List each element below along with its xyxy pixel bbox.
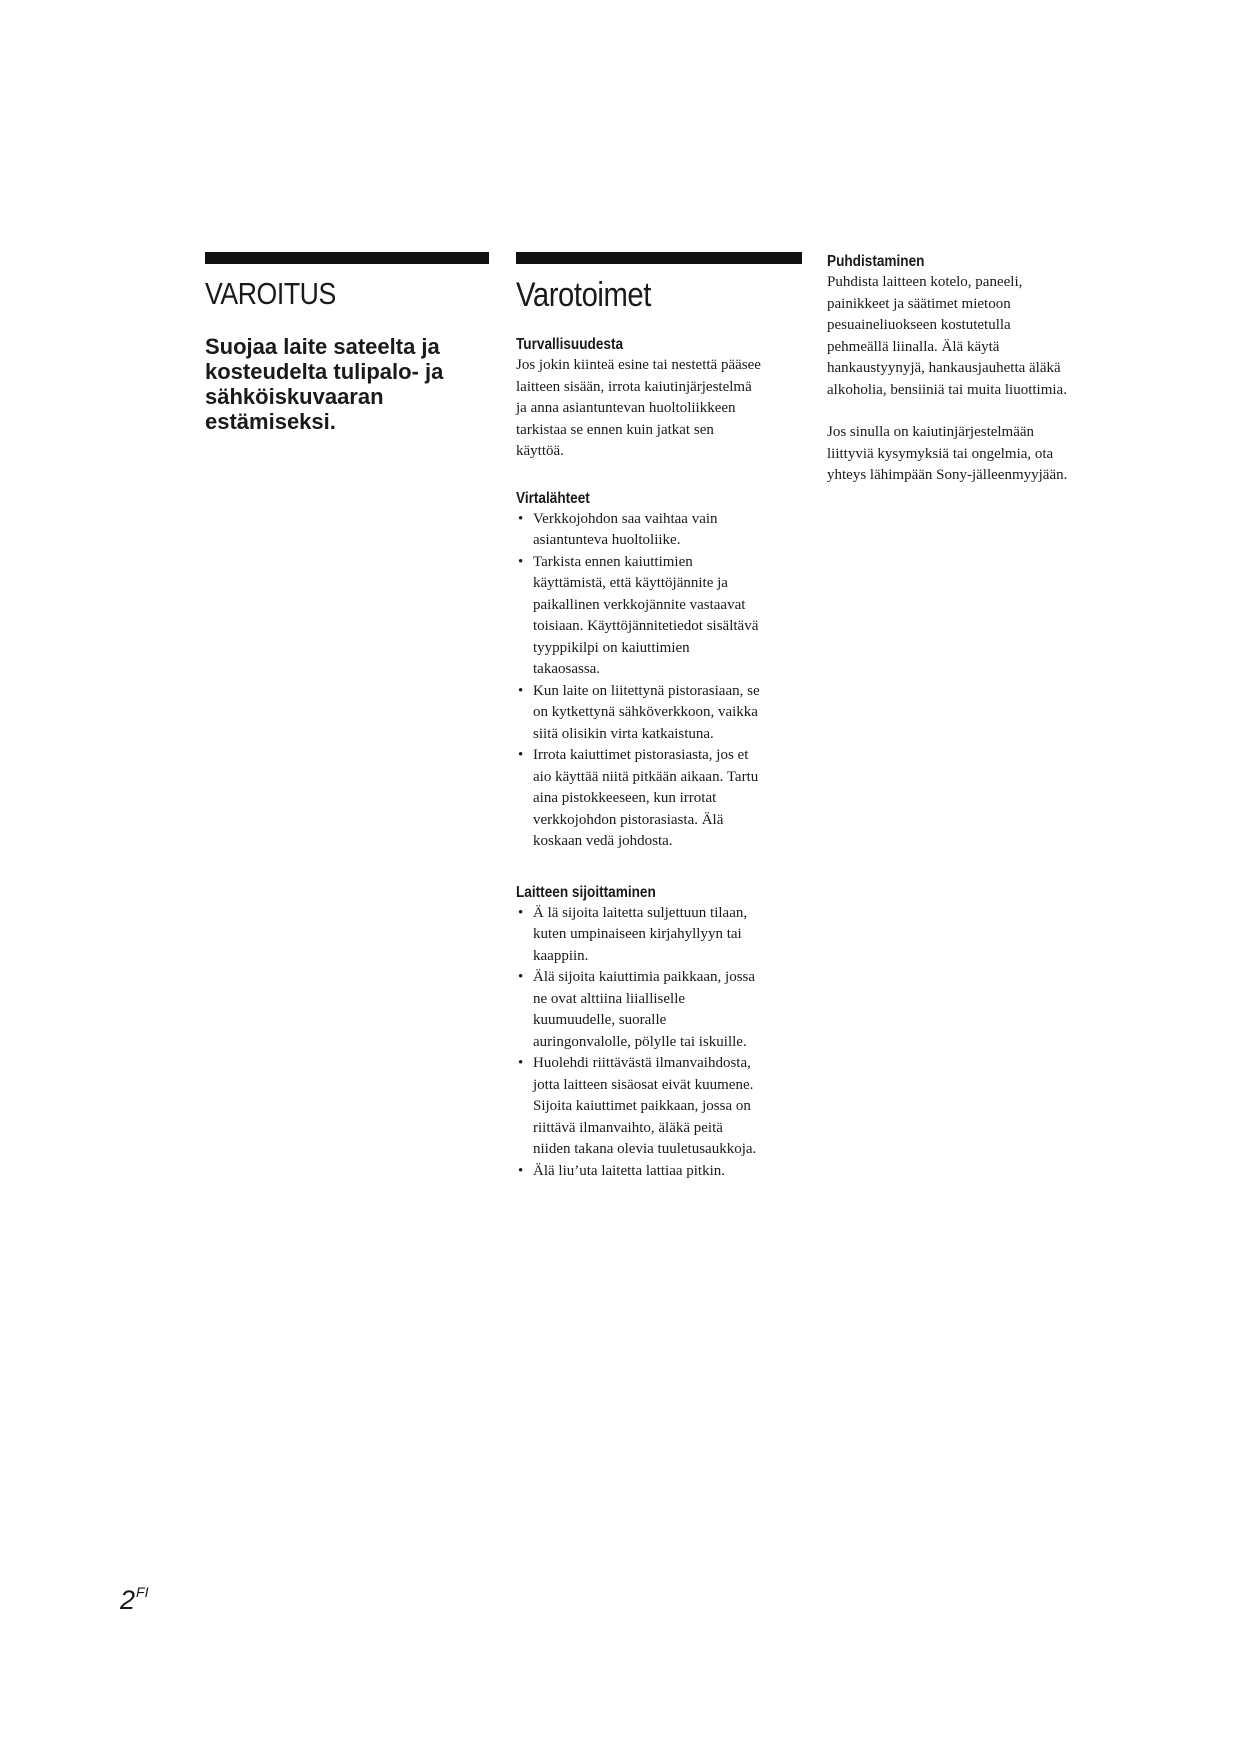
placement-heading: Laitteen sijoittaminen [516,883,656,901]
warning-title: VAROITUS [205,276,336,311]
safety-heading: Turvallisuudesta [516,336,624,353]
power-section [516,489,802,853]
precautions-title: Varotoimet [516,276,651,314]
contact-text: Jos sinulla on kaiutinjärjestelmään liittyviä kysymyksiä tai ongelmia, ota yhteys lähimpään Sony-jälleenmyyjään. [827,424,1068,483]
precautions-title-rule [516,252,802,264]
list-item: • Ä lä sijoita laitetta suljettuun tilaan, kuten umpinaiseen kirjahyllyyn tai kaappiin. [516,903,802,968]
placement-list [516,903,802,1183]
cleaning-text: Puhdista laitteen kotelo, paneeli, painikkeet ja säätimet mietoon pesuaineliuokseen kostutetulla pehmeällä liinalla. Älä käytä hankaustyynyjä, hankausjauhetta äläkä alkoholia, bensiiniä tai muita liuottimia. [827,274,1067,398]
language-code: FI [136,1584,149,1600]
list-item: • Älä liu’uta laitetta lattiaa pitkin. [516,1161,802,1183]
cleaning-section [827,252,1127,487]
safety-text: Jos jokin kiinteä esine tai nestettä pääsee laitteen sisään, irrota kaiutinjärjestelmä ja anna asiantuntevan huoltoliikkeen tarkistaa se ennen kuin jatkat sen käyttöä. [516,357,761,459]
placement-section [516,883,802,1183]
page-number [120,1584,148,1616]
warning-section [205,252,489,434]
page-number-value: 2 [120,1585,136,1615]
list-item: • Huolehdi riittävästä ilmanvaihdosta, jotta laitteen sisäosat eivät kuumene. Sijoita kaiuttimet paikkaan, jossa on riittävä ilmanvaihto, äläkä peitä niiden takana olevia tuuletusaukkoja. [516,1053,802,1161]
list-item: • Verkkojohdon saa vaihtaa vain asiantunteva huoltoliike. [516,509,802,552]
safety-section [516,335,802,463]
list-item: • Irrota kaiuttimet pistorasiasta, jos et aio käyttää niitä pitkään aikaan. Tartu aina pistokkeeseen, kun irrotat verkkojohdon pistorasiasta. Älä koskaan vedä johdosta. [516,745,802,853]
list-item: • Tarkista ennen kaiuttimien käyttämistä, että käyttöjännite ja paikallinen verkkojännite vastaavat toisiaan. Käyttöjännitetiedot sisältävä tyyppikilpi on kaiuttimien takaosassa. [516,552,802,681]
list-item: • Älä sijoita kaiuttimia paikkaan, jossa ne ovat alttiina liialliselle kuumuudelle, suoralle auringonvalolle, pölylle tai iskuille. [516,967,802,1053]
warning-text: Suojaa laite sateelta ja kosteudelta tulipalo- ja sähköiskuvaaran estämiseksi. [205,334,444,434]
power-list [516,509,802,853]
cleaning-heading: Puhdistaminen [827,253,925,270]
warning-title-rule [205,252,489,264]
list-item: • Kun laite on liitettynä pistorasiaan, se on kytkettynä sähköverkkoon, vaikka siitä olisikin virta katkaistuna. [516,681,802,746]
power-heading: Virtalähteet [516,489,590,507]
precautions-section [516,252,802,1182]
